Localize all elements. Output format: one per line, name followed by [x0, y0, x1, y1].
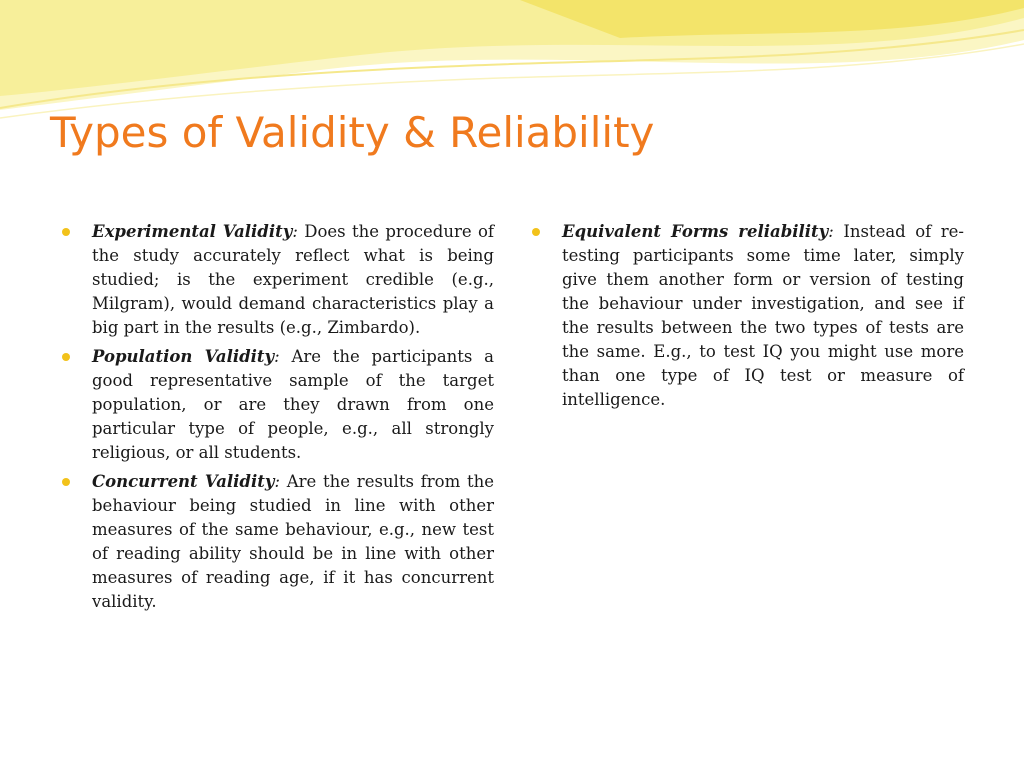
bullet-dot-icon	[62, 353, 70, 361]
bullet-colon: :	[828, 222, 834, 241]
bullet-dot-icon	[62, 228, 70, 236]
bullet-dot-icon	[532, 228, 540, 236]
left-column	[62, 220, 494, 619]
bullet-colon: :	[292, 222, 298, 241]
bullet-text: Instead of re-testing participants some time later, simply give them another form or version of testing the behaviour under investigation, and see if the results between the two types of tests are the same. E.g., to test IQ you might use more than one type of IQ test or measure of intelligence.	[562, 222, 964, 409]
bullet-item-concurrent-validity	[62, 470, 494, 614]
bullet-item-equivalent-forms-reliability	[532, 220, 964, 412]
bullet-term: Concurrent Validity	[92, 472, 275, 491]
bullet-colon: :	[274, 472, 281, 491]
bullet-text: Are the results from the behaviour being studied in line with other measures of the same behaviour, e.g., new test of reading ability should be in line with other measures of reading age, if it has concurrent validity.	[92, 472, 494, 611]
bullet-item-experimental-validity	[62, 220, 494, 340]
bullet-dot-icon	[62, 478, 70, 486]
bullet-term: Equivalent Forms reliability	[562, 222, 829, 241]
right-column	[532, 220, 964, 417]
bullet-text: Are the participants a good representative sample of the target population, or are they drawn from one particular type of people, e.g., all strongly religious, or all students.	[92, 347, 494, 462]
bullet-item-population-validity	[62, 345, 494, 465]
bullet-text: Does the procedure of the study accurately reflect what is being studied; is the experiment credible (e.g., Milgram), would demand characteristics play a big part in the results (e.g., Zimbardo).	[92, 222, 494, 337]
bullet-term: Experimental Validity	[92, 222, 293, 241]
bullet-term: Population Validity	[92, 347, 275, 366]
slide-title: Types of Validity & Reliability	[50, 108, 655, 157]
bullet-colon: :	[274, 347, 280, 366]
